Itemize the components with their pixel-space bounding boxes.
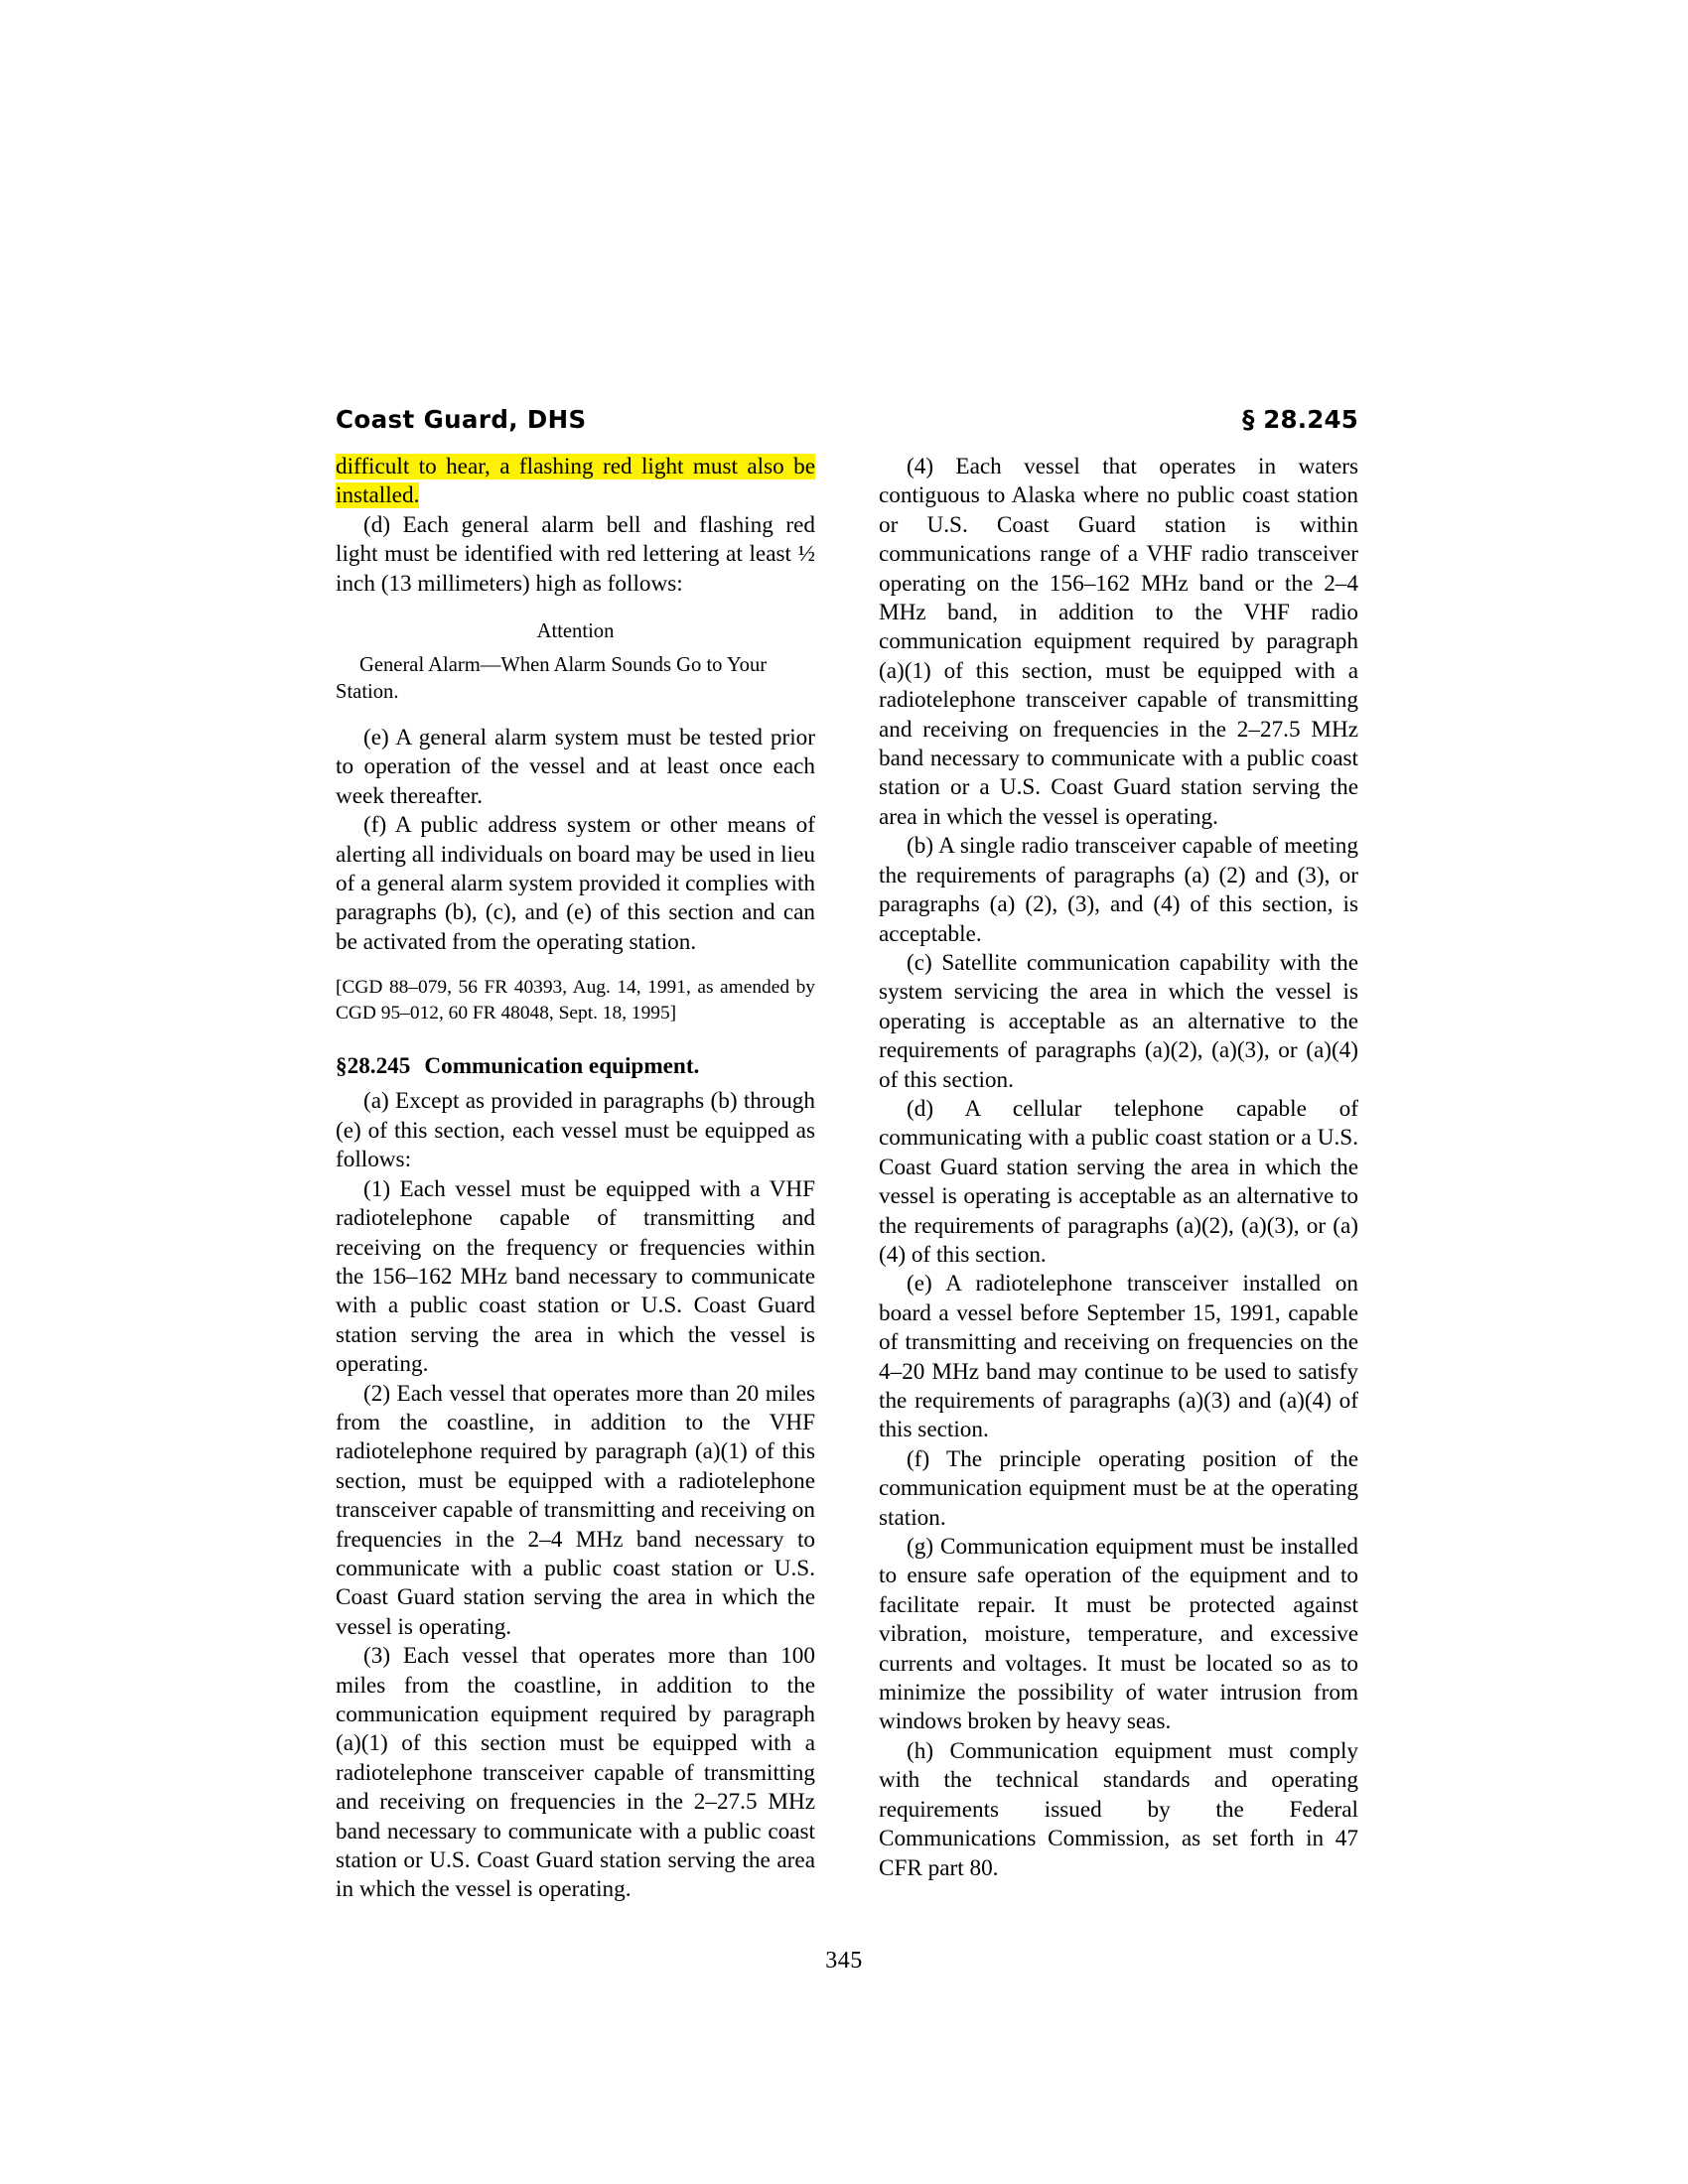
two-column-body [336, 453, 1358, 1932]
left-column [336, 453, 815, 1932]
highlighted-carryover-text [336, 453, 815, 511]
paragraph-a-intro: (a) Except as provided in paragraphs (b) through (e) of this section, each vessel must be equipped as follows: [336, 1088, 815, 1173]
placard-text: General Alarm—When Alarm Sounds Go to Your Station. [336, 654, 768, 704]
paragraph-f-public-address: (f) A public address system or other means of alerting all individuals on board may be used in lieu of a general alarm system provided it complies with paragraphs (b), (c), and (e) of this section and can be activated from the operating station. [336, 812, 815, 955]
paragraph-g-installation: (g) Communication equipment must be installed to ensure safe operation of the equipment and to facilitate repair. It must be protected against vibration, moisture, temperature, and excessive currents and voltages. It must be located so as to minimize the possibility of water intrusion from windows broken by heavy seas. [879, 1534, 1358, 1735]
section-title: Communication equipment. [424, 1053, 700, 1080]
running-head-agency: Coast Guard, DHS [336, 405, 587, 434]
paragraph-a1-vhf: (1) Each vessel must be equipped with a VHF radiotelephone capable of transmitting and receiving on the frequency or frequencies within the 156–162 MHz band necessary to communicate with a public coast station or U.S. Coast Guard station serving the area in which the vessel is operating. [336, 1175, 815, 1378]
paragraph-e-pre-1991-transceiver: (e) A radiotelephone transceiver installed on board a vessel before September 15, 1991, capable of transmitting and receiving on frequencies on the 4–20 MHz band may continue to be used to satisfy the requirements of paragraphs (a)(3) and (a)(4) of this section. [879, 1271, 1358, 1443]
paragraph-b-single-transceiver: (b) A single radio transceiver capable of meeting the requirements of paragraphs (a) (2) and (3), or paragraphs (a) (2), (3), and (4) of this section, is acceptable. [879, 833, 1358, 947]
paragraph-a3-100-miles: (3) Each vessel that operates more than 100 miles from the coastline, in addition to the communication equipment required by paragraph (a)(1) of this section must be equipped with a radiotelephone transceiver capable of transmitting and receiving on frequencies in the 2–27.5 MHz band necessary to communicate with a public coast station or U.S. Coast Guard station serving the area in which the vessel is operating. [336, 1643, 815, 1903]
running-head-section: § 28.245 [1242, 405, 1358, 434]
highlight-span: difficult to hear, a flashing red light must also be installed. [336, 454, 815, 509]
paragraph-d-cellular: (d) A cellular telephone capable of communicating with a public coast station or a U.S. Coast Guard station serving the area in which the vessel is operating is acceptable as an alternative to the requirements of paragraphs (a)(2), (a)(3), or (a)(4) of this section. [879, 1095, 1358, 1268]
paragraph-f-operating-position: (f) The principle operating position of the communication equipment must be at the operating station. [879, 1445, 1358, 1531]
source-citation: [CGD 88–079, 56 FR 40393, Aug. 14, 1991, as amended by CGD 95–012, 60 FR 48048, Sept. 18, 1995] [336, 977, 815, 1024]
paragraph-h-fcc-standards: (h) Communication equipment must comply with the technical standards and operating requirements issued by the Federal Communications Commission, as set forth in 47 CFR part 80. [879, 1737, 1358, 1881]
section-heading [336, 1051, 815, 1081]
running-head [336, 405, 1358, 434]
section-number: 28.245 [347, 1053, 411, 1080]
paragraph-d-alarm-lettering: (d) Each general alarm bell and flashing red light must be identified with red lettering at least ½ inch (13 millimeters) high as follows: [336, 511, 815, 597]
placard-title: Attention [536, 620, 615, 643]
section-symbol: § [336, 1053, 348, 1080]
paragraph-c-satellite: (c) Satellite communication capability with the system servicing the area in which the vessel is operating is acceptable as an alternative to the requirements of paragraphs (a)(2), (a)(3), or (a)(4) of this section. [879, 949, 1358, 1093]
page-number: 345 [825, 1948, 863, 1974]
paragraph-e-alarm-testing: (e) A general alarm system must be tested prior to operation of the vessel and at least once each week thereafter. [336, 725, 815, 809]
paragraph-a4-alaska: (4) Each vessel that operates in waters contiguous to Alaska where no public coast station or U.S. Coast Guard station is within communications range of a VHF radio transceiver operating on the 156–162 MHz band or the 2–4 MHz band, in addition to the VHF radio communication equipment required by paragraph (a)(1) of this section, must be equipped with a radiotelephone transceiver capable of transmitting and receiving on frequencies in the 2–27.5 MHz band necessary to communicate with a public coast station or a U.S. Coast Guard station serving the area in which the vessel is operating. [879, 454, 1358, 830]
right-column [879, 453, 1358, 1932]
paragraph-a2-20-miles: (2) Each vessel that operates more than 20 miles from the coastline, in addition to the VHF radiotelephone required by paragraph (a)(1) of this section, must be equipped with a radiotelephone transceiver capable of transmitting and receiving on frequencies in the 2–4 MHz band necessary to communicate with a public coast station or U.S. Coast Guard station serving the area in which the vessel is operating. [336, 1380, 815, 1640]
